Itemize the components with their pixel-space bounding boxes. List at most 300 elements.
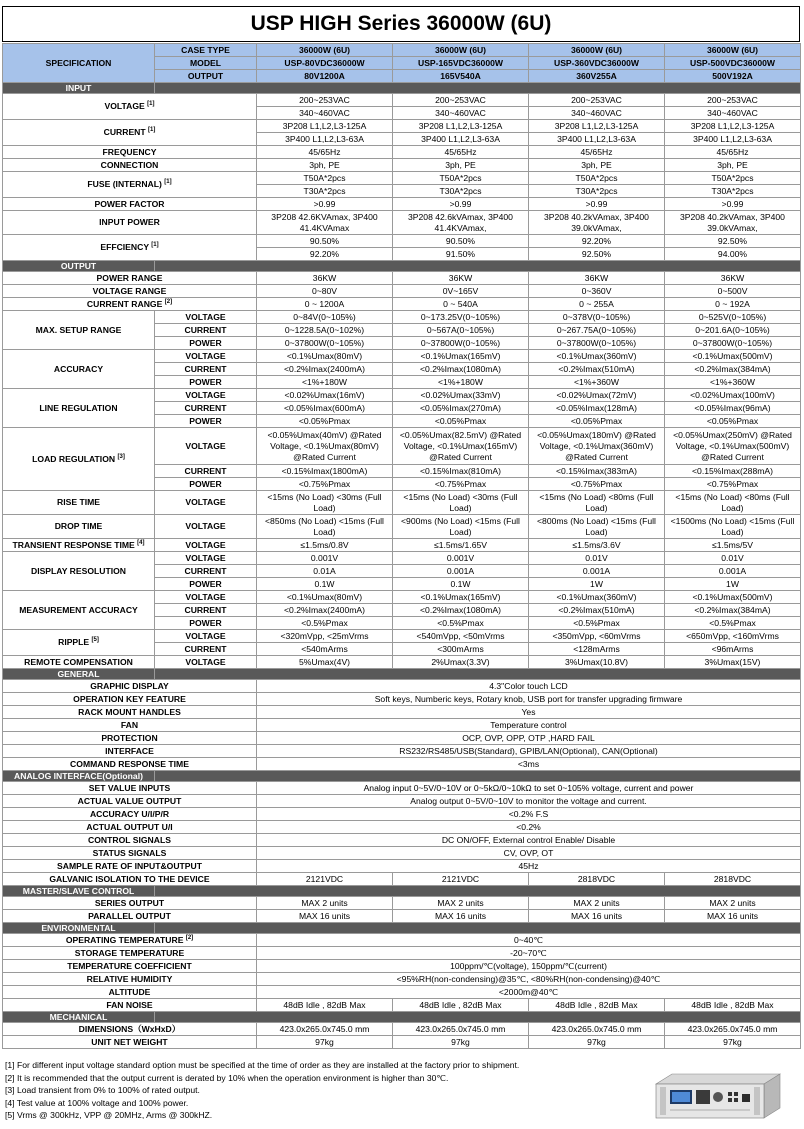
value-cell: 423.0x265.0x745.0 mm xyxy=(393,1023,529,1036)
value-cell: <0.2% F.S xyxy=(257,808,801,821)
row-rack-mount-handles xyxy=(3,706,801,719)
value-cell: ≤1.5ms/0.8V xyxy=(257,539,393,552)
value-cell: 3P400 L1,L2,L3-63A xyxy=(257,133,393,146)
value-cell: MAX 16 units xyxy=(529,910,665,923)
header-value: 360V255A xyxy=(529,70,665,83)
value-cell: MAX 2 units xyxy=(257,897,393,910)
power-supply-unit-image xyxy=(652,1070,784,1120)
row-label: POWER RANGE xyxy=(3,272,257,285)
value-cell: <0.75%Pmax xyxy=(529,478,665,491)
spec-table xyxy=(2,43,801,1049)
value-cell: 0~40℃ xyxy=(257,934,801,947)
row-label: CURRENT [1] xyxy=(3,120,257,146)
value-cell: 0~37800W(0~105%) xyxy=(665,337,801,350)
row-max-setup-voltage xyxy=(3,311,801,324)
value-cell: -20~70℃ xyxy=(257,947,801,960)
value-cell: 200~253VAC xyxy=(665,94,801,107)
row-label: PARALLEL OUTPUT xyxy=(3,910,257,923)
sub-label: CURRENT xyxy=(155,402,257,415)
value-cell: 340~460VAC xyxy=(665,107,801,120)
row-ripple-voltage xyxy=(3,630,801,643)
header-value: USP-80VDC36000W xyxy=(257,57,393,70)
row-label: SAMPLE RATE OF INPUT&OUTPUT xyxy=(3,860,257,873)
value-cell: RS232/RS485/USB(Standard), GPIB/LAN(Optional), CAN(Optional) xyxy=(257,745,801,758)
value-cell: <0.2%Imax(1080mA) xyxy=(393,363,529,376)
row-temperature-coefficient xyxy=(3,960,801,973)
value-cell: 3%Umax(10.8V) xyxy=(529,656,665,669)
footnote-ref: [4] xyxy=(137,539,145,546)
footnote-ref: [3] xyxy=(117,453,125,460)
value-cell: T50A*2pcs xyxy=(257,172,393,185)
value-cell: OCP, OVP, OPP, OTP ,HARD FAIL xyxy=(257,732,801,745)
value-cell: 36KW xyxy=(257,272,393,285)
value-cell: <95%RH(non-condensing)@35℃, <80%RH(non-condensing)@40℃ xyxy=(257,973,801,986)
value-cell: 0.01V xyxy=(529,552,665,565)
sub-label: VOLTAGE xyxy=(155,630,257,643)
value-cell: T50A*2pcs xyxy=(393,172,529,185)
row-label: PROTECTION xyxy=(3,732,257,745)
value-cell: 0.01V xyxy=(665,552,801,565)
value-cell: <0.05%Pmax xyxy=(665,415,801,428)
sub-label: VOLTAGE xyxy=(155,552,257,565)
value-cell: ≤1.5ms/1.65V xyxy=(393,539,529,552)
value-cell: <0.5%Pmax xyxy=(529,617,665,630)
sub-label: CURRENT xyxy=(155,363,257,376)
row-label: INTERFACE xyxy=(3,745,257,758)
row-label: MEASUREMENT ACCURACY xyxy=(3,591,155,630)
value-cell: <0.75%Pmax xyxy=(393,478,529,491)
value-cell: 0.1W xyxy=(393,578,529,591)
value-cell: <350mVpp, <60mVrms xyxy=(529,630,665,643)
sub-label: POWER xyxy=(155,617,257,630)
row-label: LINE REGULATION xyxy=(3,389,155,428)
value-cell: <0.05%Pmax xyxy=(257,415,393,428)
value-cell: 0 ~ 540A xyxy=(393,298,529,311)
row-storage-temperature xyxy=(3,947,801,960)
value-cell: <0.05%Umax(40mV) @Rated Voltage, <0.1%Umax(80mV) @Rated Current xyxy=(257,428,393,465)
row-drop-time xyxy=(3,515,801,539)
value-cell: T50A*2pcs xyxy=(665,172,801,185)
value-cell: 0.001V xyxy=(257,552,393,565)
row-power-range xyxy=(3,272,801,285)
row-series-output xyxy=(3,897,801,910)
value-cell: ≤1.5ms/5V xyxy=(665,539,801,552)
row-current-range xyxy=(3,298,801,311)
value-cell: T30A*2pcs xyxy=(529,185,665,198)
section-title: MASTER/SLAVE CONTROL xyxy=(3,886,155,897)
value-cell: MAX 16 units xyxy=(665,910,801,923)
value-cell: 0.001V xyxy=(393,552,529,565)
row-label: CURRENT RANGE [2] xyxy=(3,298,257,311)
value-cell: 94.00% xyxy=(665,248,801,261)
value-cell: <0.02%Umax(100mV) xyxy=(665,389,801,402)
value-cell: <128mArms xyxy=(529,643,665,656)
sub-label: VOLTAGE xyxy=(155,491,257,515)
value-cell: 45/65Hz xyxy=(257,146,393,159)
value-cell: Analog output 0~5V/0~10V to monitor the voltage and current. xyxy=(257,795,801,808)
value-cell: <0.1%Umax(165mV) xyxy=(393,591,529,604)
header-value: USP-500VDC36000W xyxy=(665,57,801,70)
row-set-value-inputs xyxy=(3,782,801,795)
section-analog xyxy=(3,771,801,782)
sub-label: VOLTAGE xyxy=(155,428,257,465)
row-connection xyxy=(3,159,801,172)
value-cell: 48dB Idle , 82dB Max xyxy=(393,999,529,1012)
value-cell: 0 ~ 192A xyxy=(665,298,801,311)
value-cell: 5%Umax(4V) xyxy=(257,656,393,669)
value-cell: <0.02%Umax(33mV) xyxy=(393,389,529,402)
row-accuracy-u-i-p-r xyxy=(3,808,801,821)
value-cell: <0.05%Pmax xyxy=(529,415,665,428)
value-cell: <0.05%Pmax xyxy=(393,415,529,428)
value-cell: 3P208 L1,L2,L3-125A xyxy=(665,120,801,133)
section-input xyxy=(3,83,801,94)
footnote: [2] It is recommended that the output current is derated by 10% when the operation environment is higher than 30℃. xyxy=(5,1072,449,1083)
value-cell: <300mArms xyxy=(393,643,529,656)
value-cell: MAX 2 units xyxy=(665,897,801,910)
value-cell: 36KW xyxy=(529,272,665,285)
row-label: FAN NOISE xyxy=(3,999,257,1012)
header-value: 500V192A xyxy=(665,70,801,83)
value-cell: 0~267.75A(0~105%) xyxy=(529,324,665,337)
value-cell: 423.0x265.0x745.0 mm xyxy=(529,1023,665,1036)
value-cell: 90.50% xyxy=(257,235,393,248)
value-cell: <0.02%Umax(72mV) xyxy=(529,389,665,402)
row-actual-value-output xyxy=(3,795,801,808)
value-cell: ≤1.5ms/3.6V xyxy=(529,539,665,552)
value-cell: <15ms (No Load) <30ms (Full Load) xyxy=(393,491,529,515)
value-cell: 92.50% xyxy=(529,248,665,261)
row-label: COMMAND RESPONSE TIME xyxy=(3,758,257,771)
header-case-type xyxy=(3,44,801,57)
row-parallel-output xyxy=(3,910,801,923)
value-cell: 0V~165V xyxy=(393,285,529,298)
value-cell: <540mVpp, <50mVrms xyxy=(393,630,529,643)
footnote: [4] Test value at 100% voltage and 100% power. xyxy=(5,1097,189,1108)
value-cell: 48dB Idle , 82dB Max xyxy=(529,999,665,1012)
value-cell: >0.99 xyxy=(529,198,665,211)
row-line-regulation-voltage xyxy=(3,389,801,402)
value-cell: 92.50% xyxy=(665,235,801,248)
row-label: VOLTAGE RANGE xyxy=(3,285,257,298)
value-cell: T30A*2pcs xyxy=(665,185,801,198)
value-cell: <850ms (No Load) <15ms (Full Load) xyxy=(257,515,393,539)
value-cell: 3P208 40.2kVAmax, 3P400 39.0kVAmax, xyxy=(665,211,801,235)
footnote-ref: [1] xyxy=(151,242,159,249)
value-cell: 0~525V(0~105%) xyxy=(665,311,801,324)
value-cell: <0.05%Umax(82.5mV) @Rated Voltage, <0.1%Umax(165mV) @Rated Current xyxy=(393,428,529,465)
value-cell: 91.50% xyxy=(393,248,529,261)
row-label: RACK MOUNT HANDLES xyxy=(3,706,257,719)
value-cell: CV, OVP, OT xyxy=(257,847,801,860)
value-cell: T50A*2pcs xyxy=(529,172,665,185)
sub-label: VOLTAGE xyxy=(155,539,257,552)
row-label: DIMENSIONS（WxHxD） xyxy=(3,1023,257,1036)
value-cell: <15ms (No Load) <80ms (Full Load) xyxy=(529,491,665,515)
sub-label: VOLTAGE xyxy=(155,656,257,669)
row-label: OPERATION KEY FEATURE xyxy=(3,693,257,706)
value-cell: >0.99 xyxy=(257,198,393,211)
value-cell: 0~1228.5A(0~102%) xyxy=(257,324,393,337)
value-cell: 2121VDC xyxy=(257,873,393,886)
sub-label: CURRENT xyxy=(155,465,257,478)
value-cell: <0.05%Umax(250mV) @Rated Voltage, <0.1%Umax(500mV) @Rated Current xyxy=(665,428,801,465)
section-title: GENERAL xyxy=(3,669,155,680)
value-cell: MAX 16 units xyxy=(257,910,393,923)
value-cell: 1W xyxy=(529,578,665,591)
sub-label: CURRENT xyxy=(155,324,257,337)
value-cell: 200~253VAC xyxy=(257,94,393,107)
row-protection xyxy=(3,732,801,745)
footnote-ref: [2] xyxy=(185,934,194,941)
value-cell: <0.02%Umax(16mV) xyxy=(257,389,393,402)
footnote: [1] For different input voltage standard option must be specified at the time of order as they are installed at the factory prior to shipment. xyxy=(5,1060,520,1070)
row-command-response-time xyxy=(3,758,801,771)
value-cell: 340~460VAC xyxy=(529,107,665,120)
value-cell: 90.50% xyxy=(393,235,529,248)
row-graphic-display xyxy=(3,680,801,693)
value-cell: <0.5%Pmax xyxy=(665,617,801,630)
value-cell: 423.0x265.0x745.0 mm xyxy=(257,1023,393,1036)
value-cell: <0.15%Imax(288mA) xyxy=(665,465,801,478)
value-cell: <0.1%Umax(500mV) xyxy=(665,350,801,363)
header-value: 36000W (6U) xyxy=(529,44,665,57)
header-value: 80V1200A xyxy=(257,70,393,83)
header-value: 165V540A xyxy=(393,70,529,83)
row-label: LOAD REGULATION [3] xyxy=(3,428,155,491)
value-cell: 3ph, PE xyxy=(665,159,801,172)
value-cell: 4.3"Color touch LCD xyxy=(257,680,801,693)
value-cell: 3P208 42.6KVAmax, 3P400 41.4KVAmax xyxy=(257,211,393,235)
header-label: OUTPUT xyxy=(155,70,257,83)
header-value: USP-360VDC36000W xyxy=(529,57,665,70)
value-cell: 3P400 L1,L2,L3-63A xyxy=(529,133,665,146)
row-label: ACCURACY xyxy=(3,350,155,389)
row-status-signals xyxy=(3,847,801,860)
value-cell: 3ph, PE xyxy=(529,159,665,172)
sub-label: POWER xyxy=(155,337,257,350)
sub-label: CURRENT xyxy=(155,643,257,656)
value-cell: <15ms (No Load) <80ms (Full Load) xyxy=(665,491,801,515)
row-label: EFFCIENCY [1] xyxy=(3,235,257,261)
row-input-current xyxy=(3,120,801,133)
value-cell: <0.05%Imax(270mA) xyxy=(393,402,529,415)
value-cell: 97kg xyxy=(529,1036,665,1049)
row-label: DISPLAY RESOLUTION xyxy=(3,552,155,591)
sub-label: CURRENT xyxy=(155,604,257,617)
row-label: TEMPERATURE COEFFICIENT xyxy=(3,960,257,973)
section-title: ANALOG INTERFACE(Optional) xyxy=(3,771,155,782)
value-cell: 3P208 L1,L2,L3-125A xyxy=(257,120,393,133)
row-input-power xyxy=(3,211,801,235)
footnote-ref: [1] xyxy=(147,101,155,108)
value-cell: >0.99 xyxy=(393,198,529,211)
row-label: GALVANIC ISOLATION TO THE DEVICE xyxy=(3,873,257,886)
value-cell: <1%+360W xyxy=(665,376,801,389)
row-label: UNIT NET WEIGHT xyxy=(3,1036,257,1049)
value-cell: <3ms xyxy=(257,758,801,771)
value-cell: 0.01A xyxy=(257,565,393,578)
value-cell: <0.1%Umax(165mV) xyxy=(393,350,529,363)
value-cell: 97kg xyxy=(257,1036,393,1049)
value-cell: Yes xyxy=(257,706,801,719)
value-cell: 3P400 L1,L2,L3-63A xyxy=(393,133,529,146)
value-cell: Soft keys, Numberic keys, Rotary knob, USB port for transfer upgrading firmware xyxy=(257,693,801,706)
sub-label: POWER xyxy=(155,478,257,491)
value-cell: 200~253VAC xyxy=(393,94,529,107)
value-cell: 0~80V xyxy=(257,285,393,298)
value-cell: 3P208 42.6kVAmax, 3P400 41.4KVAmax, xyxy=(393,211,529,235)
header-label: MODEL xyxy=(155,57,257,70)
value-cell: 45/65Hz xyxy=(529,146,665,159)
footnote: [3] Load transient from 0% to 100% of rated output. xyxy=(5,1085,200,1095)
row-fuse xyxy=(3,172,801,185)
row-label: GRAPHIC DISPLAY xyxy=(3,680,257,693)
value-cell: <2000m@40℃ xyxy=(257,986,801,999)
row-power-factor xyxy=(3,198,801,211)
section-master-slave xyxy=(3,886,801,897)
value-cell: <0.1%Umax(500mV) xyxy=(665,591,801,604)
footnote-ref: [1] xyxy=(148,127,156,134)
row-label: RIPPLE [5] xyxy=(3,630,155,656)
value-cell: <0.2%Imax(1080mA) xyxy=(393,604,529,617)
sub-label: VOLTAGE xyxy=(155,311,257,324)
row-label: MAX. SETUP RANGE xyxy=(3,311,155,350)
value-cell: 3%Umax(15V) xyxy=(665,656,801,669)
row-label: ACTUAL OUTPUT U/I xyxy=(3,821,257,834)
row-label: CONTROL SIGNALS xyxy=(3,834,257,847)
value-cell: <1500ms (No Load) <15ms (Full Load) xyxy=(665,515,801,539)
row-measurement-accuracy-voltage xyxy=(3,591,801,604)
value-cell: 0.001A xyxy=(665,565,801,578)
value-cell: <0.05%Imax(128mA) xyxy=(529,402,665,415)
value-cell: T30A*2pcs xyxy=(257,185,393,198)
value-cell: <0.2%Imax(384mA) xyxy=(665,604,801,617)
value-cell: 92.20% xyxy=(529,235,665,248)
section-title: OUTPUT xyxy=(3,261,155,272)
value-cell: <0.15%Imax(810mA) xyxy=(393,465,529,478)
value-cell: >0.99 xyxy=(665,198,801,211)
value-cell: 48dB Idle , 82dB Max xyxy=(257,999,393,1012)
value-cell: 0.001A xyxy=(529,565,665,578)
row-label: TRANSIENT RESPONSE TIME [4] xyxy=(3,539,155,552)
value-cell: 0~173.25V(0~105%) xyxy=(393,311,529,324)
value-cell: 97kg xyxy=(665,1036,801,1049)
row-label: VOLTAGE [1] xyxy=(3,94,257,120)
section-general xyxy=(3,669,801,680)
header-label: CASE TYPE xyxy=(155,44,257,57)
value-cell: MAX 2 units xyxy=(393,897,529,910)
value-cell: 0~378V(0~105%) xyxy=(529,311,665,324)
value-cell: <0.2% xyxy=(257,821,801,834)
value-cell: Analog input 0~5V/0~10V or 0~5kΩ/0~10kΩ to set 0~105% voltage, current and power xyxy=(257,782,801,795)
value-cell: 2818VDC xyxy=(665,873,801,886)
value-cell: 2121VDC xyxy=(393,873,529,886)
value-cell: 0 ~ 1200A xyxy=(257,298,393,311)
row-label: STATUS SIGNALS xyxy=(3,847,257,860)
sub-label: POWER xyxy=(155,415,257,428)
header-value: 36000W (6U) xyxy=(393,44,529,57)
value-cell: <0.2%Imax(510mA) xyxy=(529,604,665,617)
value-cell: 0~567A(0~105%) xyxy=(393,324,529,337)
footnote-ref: [2] xyxy=(164,298,173,305)
sub-label: POWER xyxy=(155,376,257,389)
value-cell: <0.2%Imax(384mA) xyxy=(665,363,801,376)
footnote: [5] Vrms @ 300kHz, VPP @ 20MHz, Arms @ 300kHZ. xyxy=(5,1110,213,1120)
value-cell: 3P208 L1,L2,L3-125A xyxy=(393,120,529,133)
row-fan xyxy=(3,719,801,732)
section-mechanical xyxy=(3,1012,801,1023)
value-cell: 1W xyxy=(665,578,801,591)
value-cell: <0.1%Umax(360mV) xyxy=(529,591,665,604)
value-cell: 36KW xyxy=(665,272,801,285)
row-relative-humidity xyxy=(3,973,801,986)
value-cell: <0.2%Imax(510mA) xyxy=(529,363,665,376)
row-rise-time xyxy=(3,491,801,515)
value-cell: <1%+360W xyxy=(529,376,665,389)
row-efficiency xyxy=(3,235,801,248)
value-cell: 97kg xyxy=(393,1036,529,1049)
value-cell: <0.5%Pmax xyxy=(393,617,529,630)
row-remote-comp xyxy=(3,656,801,669)
page-title: USP HIGH Series 36000W (6U) xyxy=(2,6,800,42)
row-input-voltage xyxy=(3,94,801,107)
value-cell: MAX 16 units xyxy=(393,910,529,923)
row-interface xyxy=(3,745,801,758)
row-label: SERIES OUTPUT xyxy=(3,897,257,910)
value-cell: 45/65Hz xyxy=(665,146,801,159)
value-cell: 0.001A xyxy=(393,565,529,578)
value-cell: Temperature control xyxy=(257,719,801,732)
section-title: MECHANICAL xyxy=(3,1012,155,1023)
value-cell: <15ms (No Load) <30ms (Full Load) xyxy=(257,491,393,515)
value-cell: 100ppm/℃(voltage), 150ppm/℃(current) xyxy=(257,960,801,973)
value-cell: 0 ~ 255A xyxy=(529,298,665,311)
value-cell: <0.05%Imax(96mA) xyxy=(665,402,801,415)
row-control-signals xyxy=(3,834,801,847)
row-sample-rate-of-input-output xyxy=(3,860,801,873)
value-cell: 0~500V xyxy=(665,285,801,298)
value-cell: <0.2%Imax(2400mA) xyxy=(257,363,393,376)
row-label: OPERATING TEMPERATURE [2] xyxy=(3,934,257,947)
section-environmental xyxy=(3,923,801,934)
value-cell: 0.1W xyxy=(257,578,393,591)
value-cell: <0.5%Pmax xyxy=(257,617,393,630)
value-cell: 2%Umax(3.3V) xyxy=(393,656,529,669)
row-galvanic xyxy=(3,873,801,886)
value-cell: 0~201.6A(0~105%) xyxy=(665,324,801,337)
row-label: DROP TIME xyxy=(3,515,155,539)
value-cell: <0.15%Imax(383mA) xyxy=(529,465,665,478)
value-cell: 36KW xyxy=(393,272,529,285)
value-cell: 48dB Idle , 82dB Max xyxy=(665,999,801,1012)
value-cell: <0.15%Imax(1800mA) xyxy=(257,465,393,478)
row-voltage-range xyxy=(3,285,801,298)
row-label: SET VALUE INPUTS xyxy=(3,782,257,795)
row-label: ALTITUDE xyxy=(3,986,257,999)
row-frequency xyxy=(3,146,801,159)
row-label: RELATIVE HUMIDITY xyxy=(3,973,257,986)
value-cell: <0.1%Umax(80mV) xyxy=(257,591,393,604)
row-label: CONNECTION xyxy=(3,159,257,172)
value-cell: <0.05%Umax(180mV) @Rated Voltage, <0.1%Umax(360mV) @Rated Current xyxy=(529,428,665,465)
value-cell: 3ph, PE xyxy=(257,159,393,172)
sub-label: VOLTAGE xyxy=(155,515,257,539)
sub-label: VOLTAGE xyxy=(155,591,257,604)
value-cell: 0~360V xyxy=(529,285,665,298)
value-cell: <1%+180W xyxy=(393,376,529,389)
value-cell: 2818VDC xyxy=(529,873,665,886)
